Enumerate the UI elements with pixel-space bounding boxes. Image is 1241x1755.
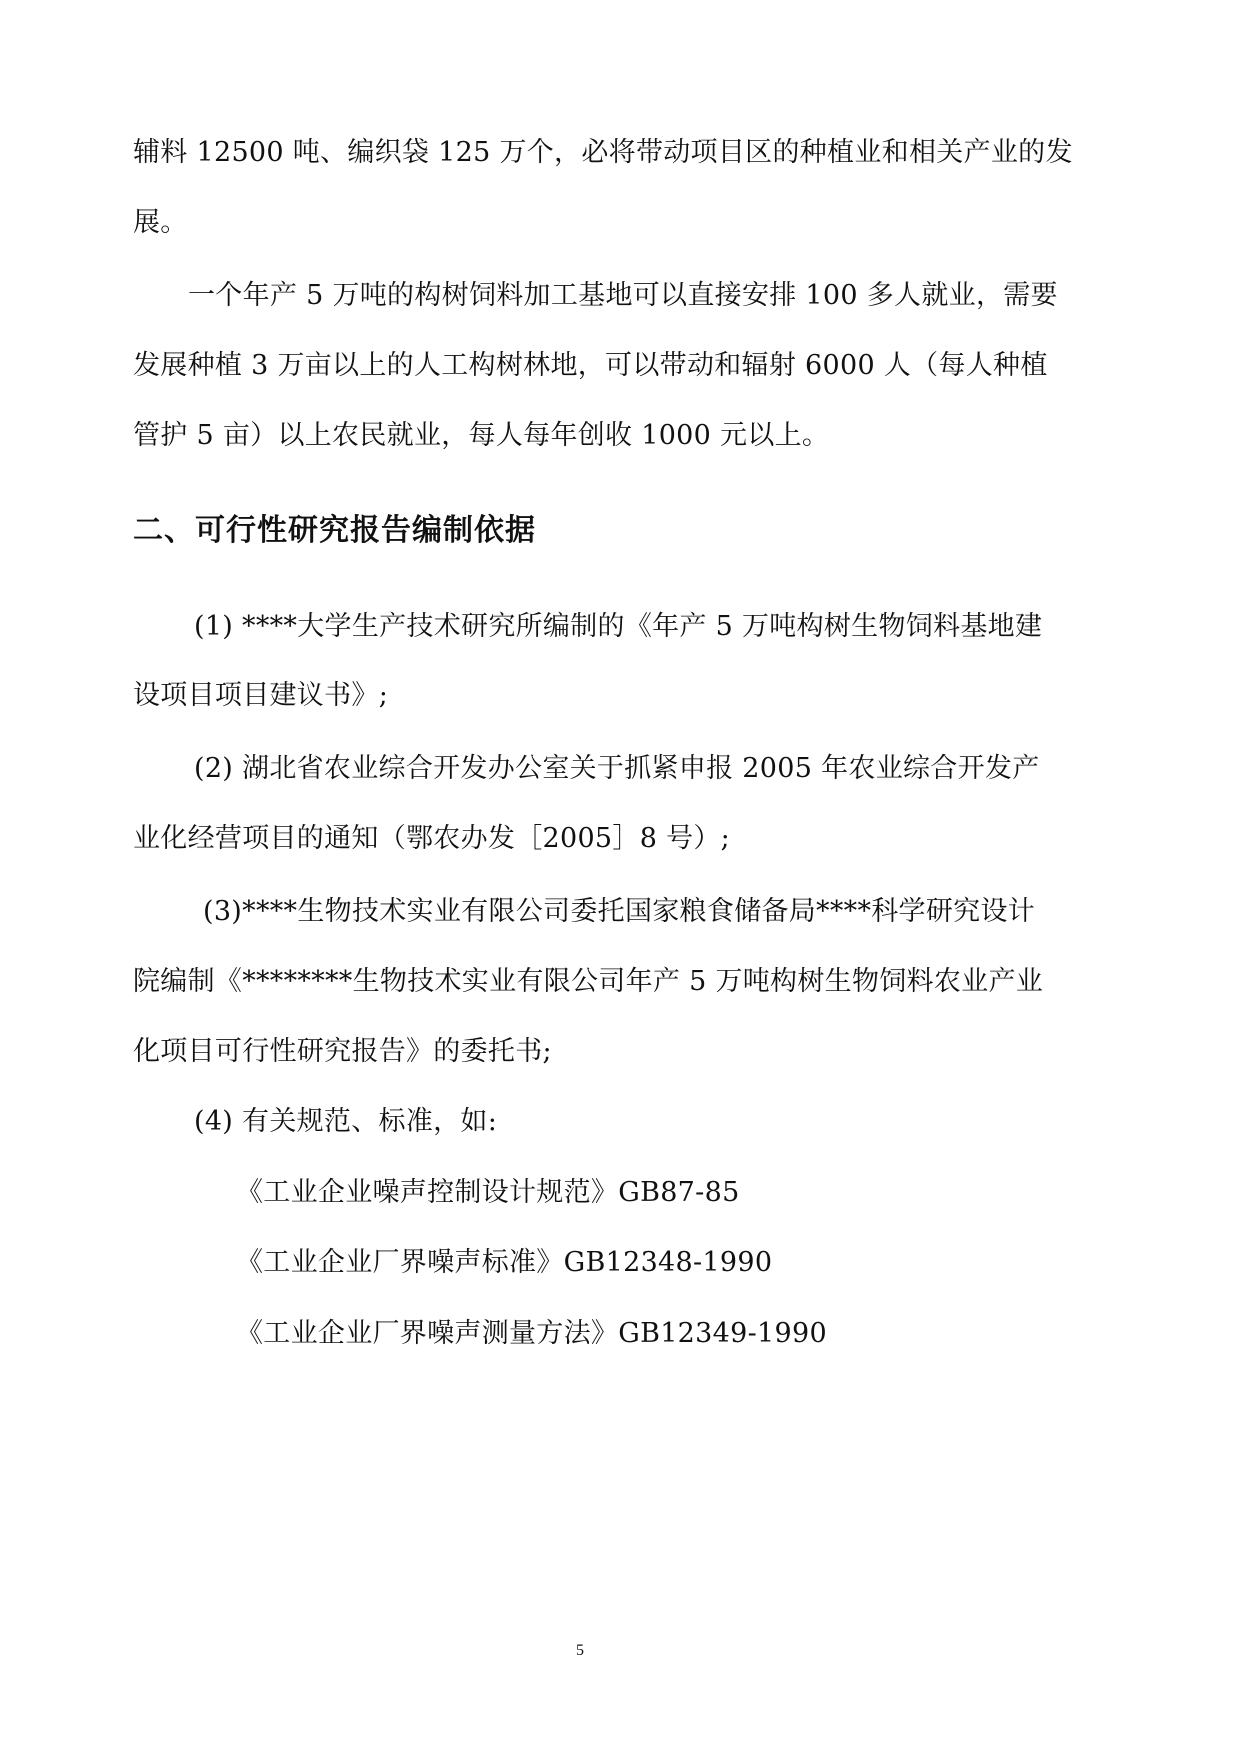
paragraph1-line1: 辅料 12500 吨、编织袋 125 万个，必将带动项目区的种植业和相关产业的发 xyxy=(133,137,1073,168)
standard-item: 《工业企业厂界噪声测量方法》GB12349-1990 xyxy=(236,1318,827,1349)
standard-item: 《工业企业噪声控制设计规范》GB87-85 xyxy=(236,1177,740,1208)
paragraph1-line2: 展。 xyxy=(133,207,188,238)
basis-item2-line1: (2) 湖北省农业综合开发办公室关于抓紧申报 2005 年农业综合开发产 xyxy=(194,753,1040,784)
standard-item: 《工业企业厂界噪声标准》GB12348-1990 xyxy=(236,1247,773,1278)
basis-item2-line2: 业化经营项目的通知（鄂农办发［2005］8 号）; xyxy=(133,823,731,854)
basis-item4: (4) 有关规范、标准，如: xyxy=(194,1106,498,1137)
paragraph2-line2: 发展种植 3 万亩以上的人工构树林地，可以带动和辐射 6000 人（每人种植 xyxy=(133,350,1048,381)
paragraph2-line3: 管护 5 亩）以上农民就业，每人每年创收 1000 元以上。 xyxy=(133,420,830,451)
section-heading: 二、可行性研究报告编制依据 xyxy=(133,513,536,548)
basis-item1-line1: (1) ****大学生产技术研究所编制的《年产 5 万吨构树生物饲料基地建 xyxy=(194,611,1043,642)
page-number: 5 xyxy=(576,1642,584,1659)
basis-item3-line1: (3)****生物技术实业有限公司委托国家粮食储备局****科学研究设计 xyxy=(203,896,1036,927)
basis-item3-line3: 化项目可行性研究报告》的委托书; xyxy=(133,1036,552,1067)
basis-item3-line2: 院编制《********生物技术实业有限公司年产 5 万吨构树生物饲料农业产业 xyxy=(133,966,1044,997)
basis-item1-line2: 设项目项目建议书》; xyxy=(133,680,389,711)
paragraph2-line1: 一个年产 5 万吨的构树饲料加工基地可以直接安排 100 多人就业，需要 xyxy=(188,280,1058,311)
